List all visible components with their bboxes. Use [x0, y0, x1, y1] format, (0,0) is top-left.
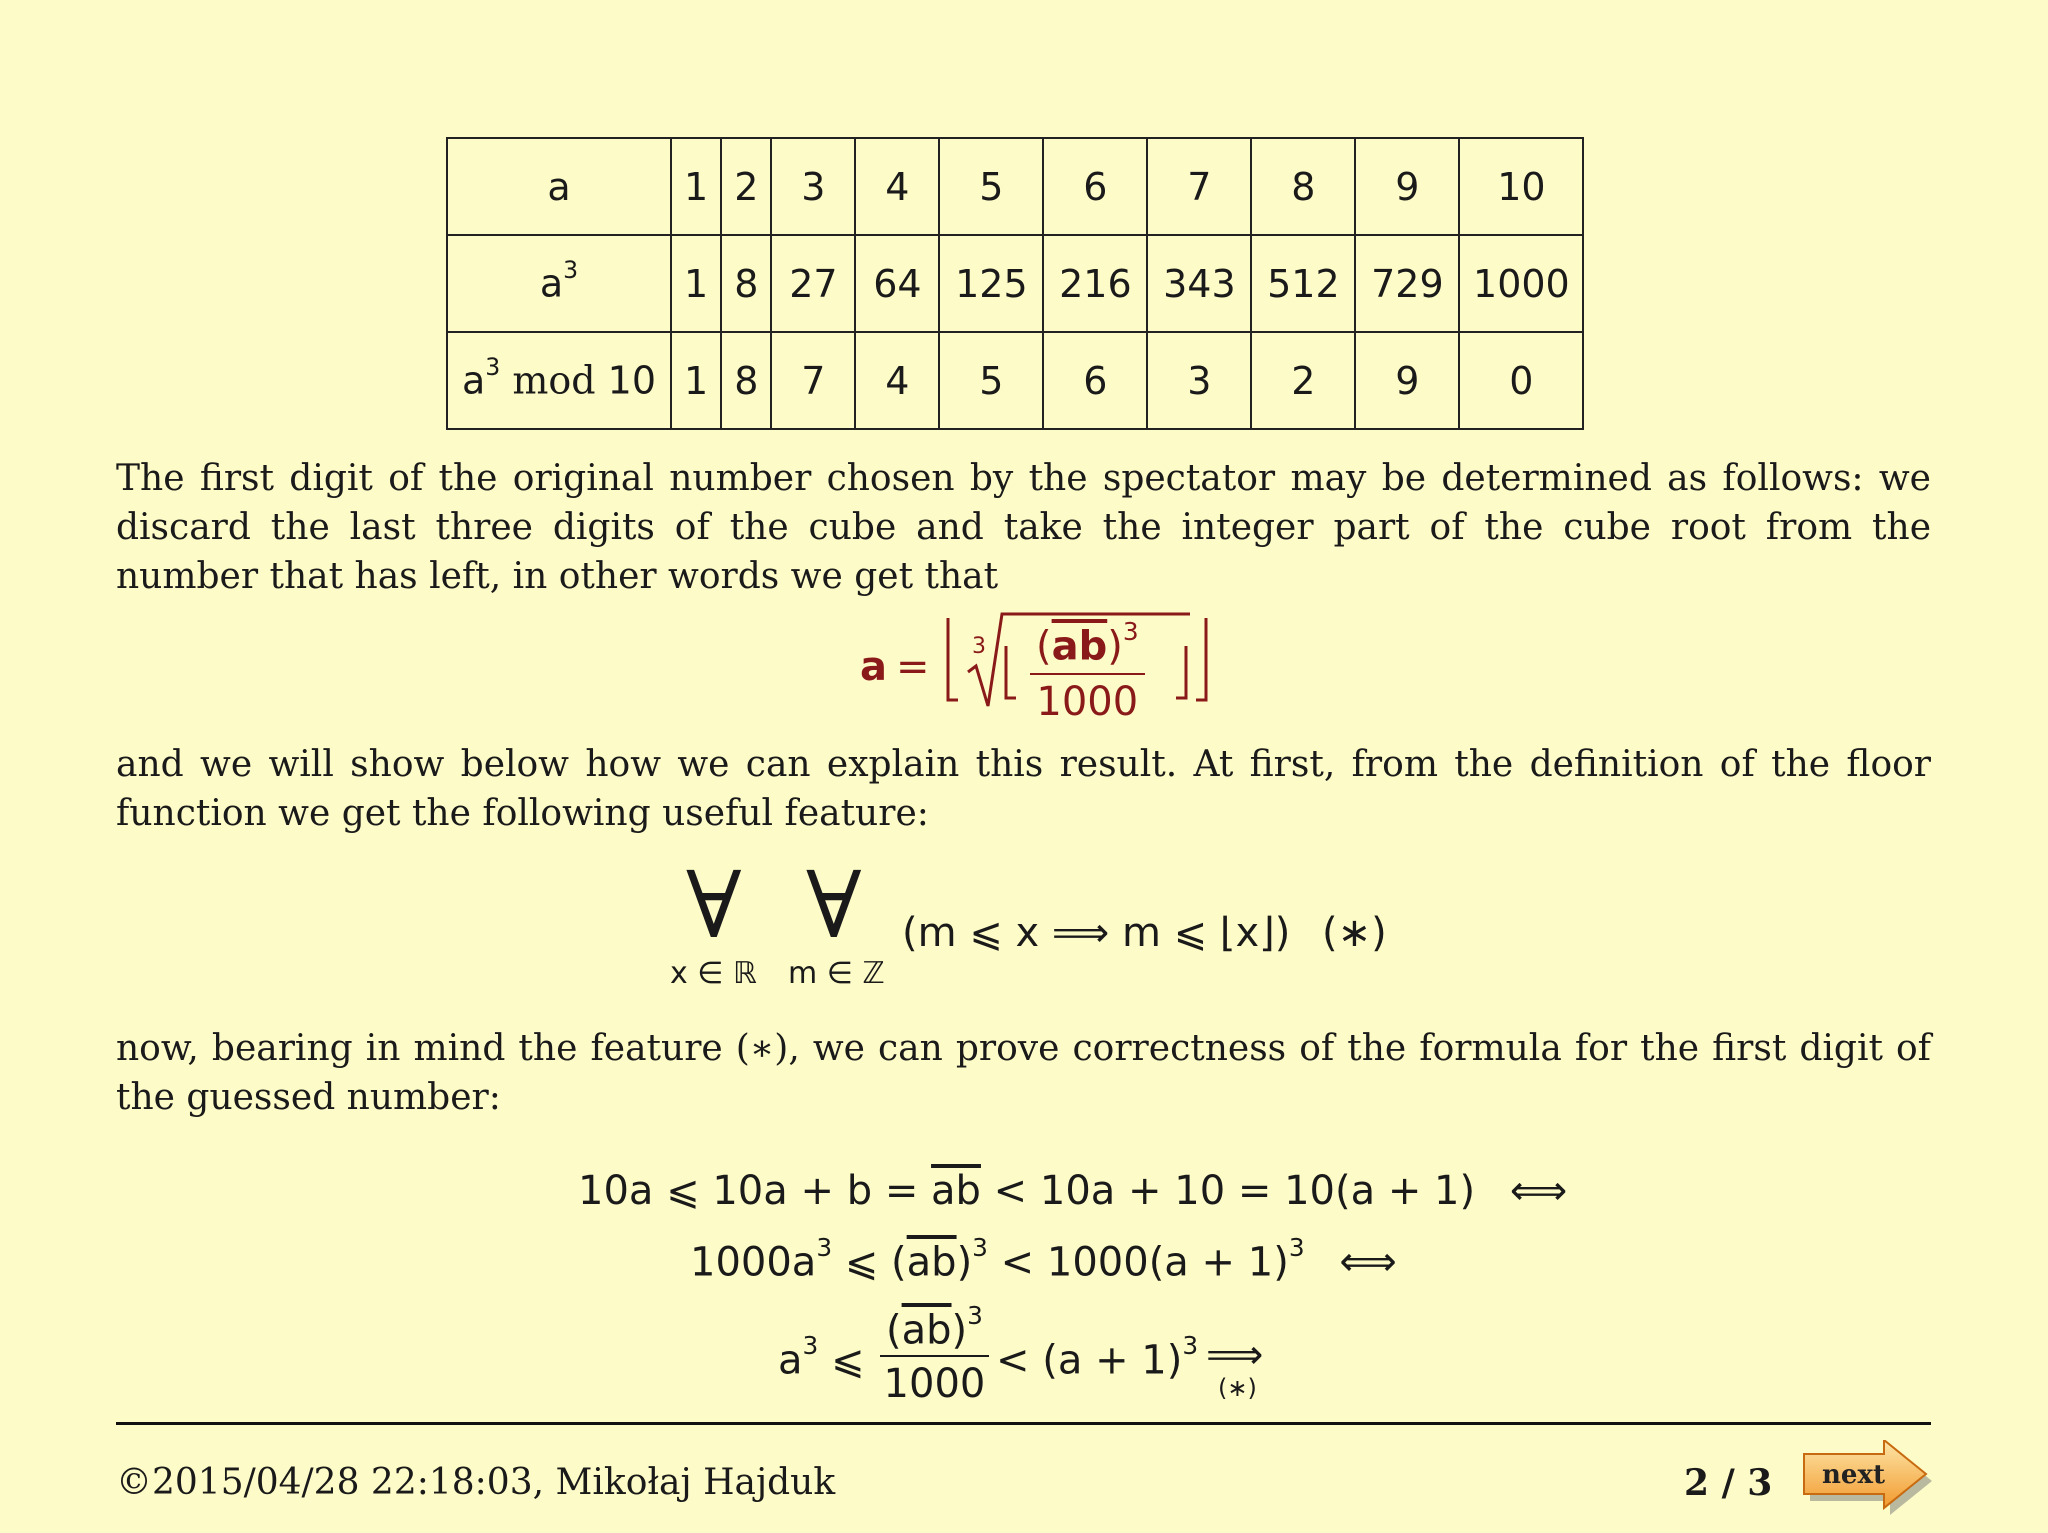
table-cell: 5: [939, 138, 1043, 235]
paragraph-floor-feature: and we will show below how we can explain this result. At first, from the definition of the floor function we get the following useful feature:: [116, 744, 1931, 834]
row-label-cube: $a^3$: [447, 235, 671, 332]
formula-body: (m ⩽ x ⟹ m ⩽ ⌊x⌋): [902, 910, 1291, 956]
formula-equals: =: [896, 644, 930, 690]
forall-symbol: ∀: [686, 852, 742, 959]
cubes-table: [446, 137, 1584, 430]
next-button[interactable]: [1800, 1440, 1935, 1516]
paragraph-first-digit: The first digit of the original number chosen by the spectator may be determined as follows: we discard the last three digits of the cube and take the integer part of the cube root from the number that has left, in other words we get that: [116, 458, 1931, 597]
table-cell: 3: [771, 138, 855, 235]
table-cell: 6: [1043, 138, 1147, 235]
table-row-mod: [447, 332, 1583, 429]
table-cell: 10: [1459, 138, 1583, 235]
iff-arrow: ⟺: [1509, 1168, 1568, 1214]
table-cell: 5: [939, 332, 1043, 429]
row-label-a: a: [447, 138, 671, 235]
footer-copyright: ©2015/04/28 22:18:03, Mikołaj Hajduk: [116, 1462, 836, 1503]
table-cell: 216: [1043, 235, 1147, 332]
table-cell: 8: [721, 235, 771, 332]
table-cell: 7: [1147, 138, 1251, 235]
table-cell: 1000: [1459, 235, 1583, 332]
equation-line-3-lhs: $a^3$ ⩽: [778, 1331, 865, 1384]
table-cell: 343: [1147, 235, 1251, 332]
equation-line-3-rhs: < $(a + 1)^3$: [996, 1331, 1199, 1384]
table-cell: 1: [671, 138, 721, 235]
iff-arrow: ⟺: [1339, 1239, 1397, 1286]
footer-divider: [116, 1422, 1931, 1425]
table-row-a: [447, 138, 1583, 235]
fraction-numerator: $(\overline{ab})^3$: [880, 1306, 989, 1357]
formula-lhs: a: [860, 644, 887, 690]
row-label-mod: $a^3$ mod 10: [447, 332, 671, 429]
table-cell: 7: [771, 332, 855, 429]
next-label: next: [1822, 1460, 1885, 1490]
table-cell: 3: [1147, 332, 1251, 429]
table-cell: 0: [1459, 332, 1583, 429]
table-cell: 8: [721, 332, 771, 429]
table-cell: 6: [1043, 332, 1147, 429]
table-row-cube: [447, 235, 1583, 332]
equation-line-1: 10a ⩽ $10a + b = \overline{ab} < 10a + 10 = 10(a + 1)$ ⟺: [578, 1168, 1568, 1214]
equation-line-3-fraction: [880, 1301, 989, 1408]
formula-fraction: [1030, 617, 1145, 726]
table-cell: 1: [671, 332, 721, 429]
implies-tag: (∗): [1218, 1374, 1257, 1402]
table-cell: 9: [1355, 332, 1459, 429]
forall-subscript-m: m ∈ ℤ: [788, 956, 885, 991]
table-cell: 729: [1355, 235, 1459, 332]
table-cell: 2: [1251, 332, 1355, 429]
table-cell: 512: [1251, 235, 1355, 332]
formula-floor-property: [670, 852, 1390, 1000]
table-cell: 125: [939, 235, 1043, 332]
table-cell: 4: [855, 138, 939, 235]
implies-arrow: ⟹: [1206, 1332, 1264, 1378]
forall-subscript-x: x ∈ ℝ: [670, 956, 757, 991]
table-cell: 1: [671, 235, 721, 332]
fraction-denominator: 1000: [1036, 679, 1139, 726]
page-indicator: 2 / 3: [1684, 1462, 1773, 1504]
table-cell: 27: [771, 235, 855, 332]
fraction-numerator: $(\overline{ab})^3$: [1030, 622, 1145, 675]
table-cell: 9: [1355, 138, 1459, 235]
forall-symbol: ∀: [806, 852, 862, 959]
fraction-denominator: 1000: [883, 1361, 986, 1408]
table-cell: 2: [721, 138, 771, 235]
paragraph-proof-intro: now, bearing in mind the feature (∗), we can prove correctness of the formula for the first digit of the guessed number:: [116, 1028, 1931, 1118]
formula-tag: (∗): [1322, 910, 1387, 956]
table-cell: 4: [855, 332, 939, 429]
equation-line-2: $1000a^3$ ⩽ $(\overline{ab})^3 < 1000(a + 1)^3$ ⟺: [690, 1233, 1397, 1286]
table-cell: 64: [855, 235, 939, 332]
root-index: 3: [972, 634, 986, 659]
table-cell: 8: [1251, 138, 1355, 235]
